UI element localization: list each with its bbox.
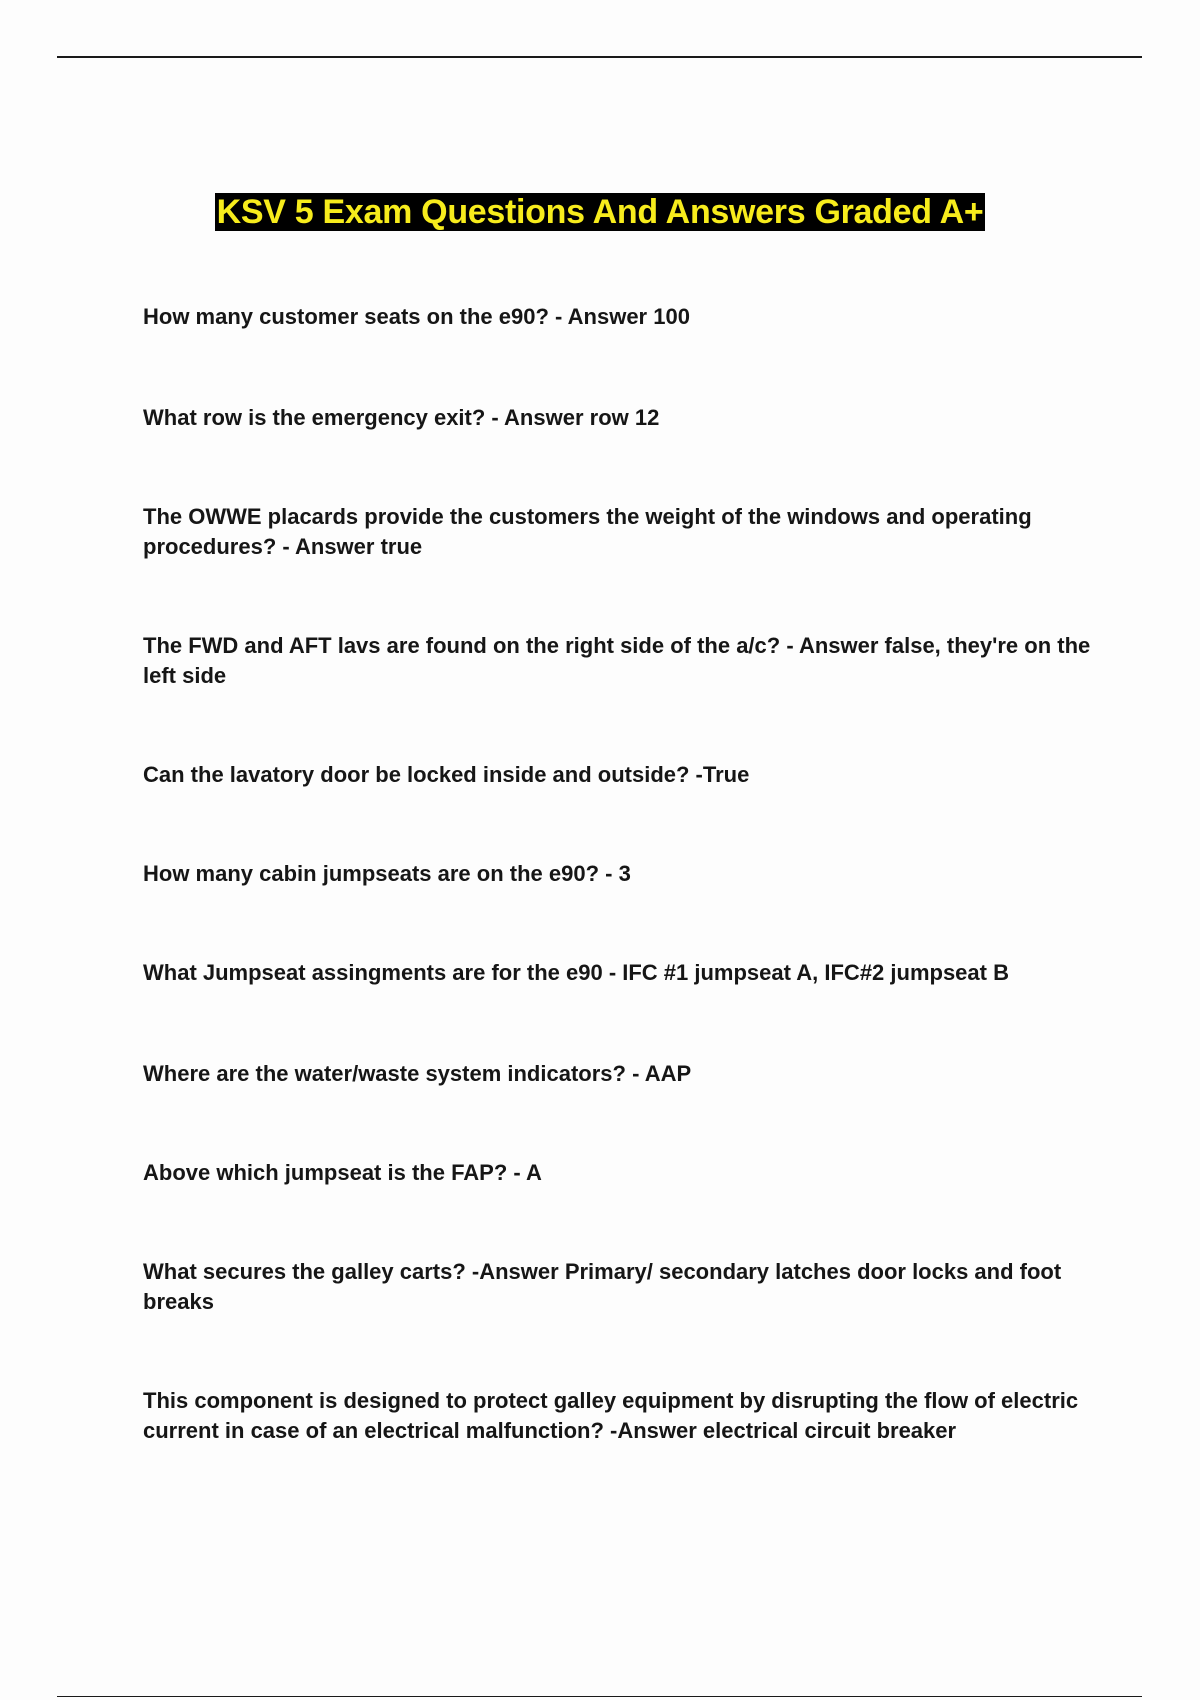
document-title: KSV 5 Exam Questions And Answers Graded A+ <box>216 193 984 231</box>
top-divider <box>57 56 1142 58</box>
bottom-divider <box>57 1696 1142 1697</box>
qa-item-6: How many cabin jumpseats are on the e90? - 3 <box>143 861 631 886</box>
title-container <box>0 193 1200 231</box>
qa-item-11: This component is designed to protect galley equipment by disrupting the flow of electric current in case of an electrical malfunction? -Answer electrical circuit breaker <box>143 1388 1079 1443</box>
qa-item-10: What secures the galley carts? -Answer Primary/ secondary latches door locks and foot breaks <box>143 1259 1062 1314</box>
qa-item-7: What Jumpseat assingments are for the e90 - IFC #1 jumpseat A, IFC#2 jumpseat B <box>143 960 1009 985</box>
qa-item-9: Above which jumpseat is the FAP? - A <box>143 1160 542 1185</box>
qa-item-2: What row is the emergency exit? - Answer row 12 <box>143 405 660 430</box>
qa-item-3: The OWWE placards provide the customers the weight of the windows and operating procedures? - Answer true <box>143 504 1032 559</box>
qa-item-4: The FWD and AFT lavs are found on the right side of the a/c? - Answer false, they're on the left side <box>143 633 1091 688</box>
qa-item-5: Can the lavatory door be locked inside and outside? -True <box>143 762 750 787</box>
qa-item-1: How many customer seats on the e90? - Answer 100 <box>143 304 690 329</box>
qa-item-8: Where are the water/waste system indicators? - AAP <box>143 1061 692 1086</box>
